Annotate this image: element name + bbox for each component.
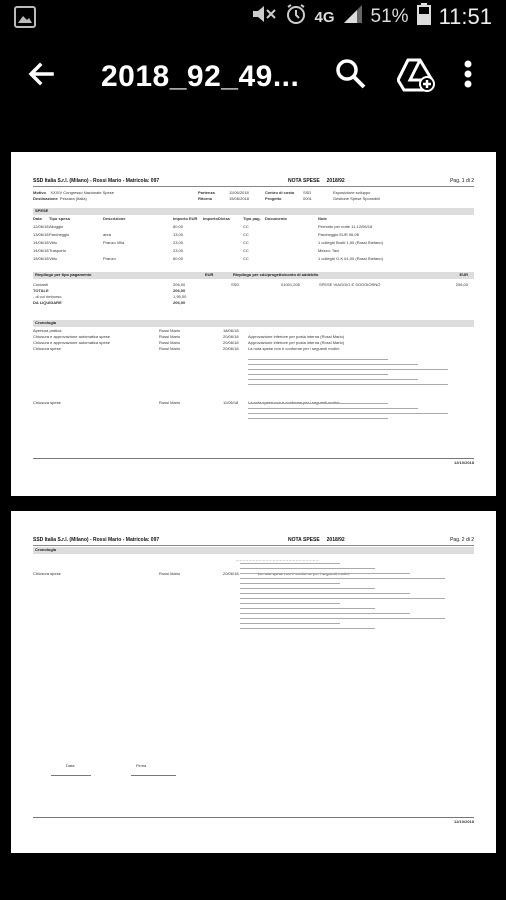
crono-detail-line xyxy=(248,403,388,404)
footer-divider xyxy=(33,458,474,459)
more-options-icon[interactable] xyxy=(460,56,476,92)
crono-detail-line xyxy=(240,628,375,629)
battery-level: 51% xyxy=(370,6,409,27)
crono-detail-line xyxy=(240,613,410,614)
pdf-page-1[interactable]: SSD Italia S.r.l. (Milano) - Rossi Mario - Matricola: 097 NOTA SPESE 2018/92 Pag. 1 di 2 Motivo XXXIV Congresso Nazionale Spese Partenza 11/06/2018 Centro di costo SSD Esposizione sviluppo Destinazione Pescara (Italia) Ritorno 15/06/2018 Progetto 0001 Gestione Spese Sponsibili SPESE Data Tipo spesa Descrizione Importo EUR Importo Divisa Tipo pag. Documento Note 12/06/18 Alloggio 80,00 CC Pernotto per notte 11-12/06/18 13/06/18 Parcheggio area 13,00 CC Parcheggio EUR 06,06 14/06/18 Vitto Pranzo Villa 23,00 CC 1 colleghi Brutti 1,50 (Rossi Stefano) 14/06/18 Trasporto 23,00 CC Mezzo: Taxi 15/06/18 Vitto Pranzo 60,00 CC 1 colleghi G-K 61,00 (Rossi Stefano) Riepilogo per tipo pagamento EUR Contanti 206,00 TOTALE 206,00 - di cui rimborso 1,95,00 DA LIQUIDARE 206,00 Riepilogo per cdc/progetto/conto di addebito EUR SSD 01001,205 SPESE VIAGGIO E SOGGIORNO 206,00 Cronologia Apertura pratica Rossi Mario 18/06/18 Chiusura e approvazione automatica spese Rossi Mario 20/06/18 Approvazione inferiore per posta interna (Rossi Mario) Chiusura e approvazione automatica spese Rossi Mario 20/06/18 Approvazione inferiore per posta interna (Rossi Mario) Chiusura spese Rossi Mario 20/06/18 La nota spese non è conforme per i seguenti motivi: Chiusura spese Rossi Mario 11/06/18 12/10/2018 xyxy=(11,152,496,496)
crono-detail-line xyxy=(248,413,448,414)
network-type: 4G xyxy=(314,8,335,26)
doc-title: NOTA SPESE 2018/92 xyxy=(288,178,345,184)
document-title: 2018_92_49... xyxy=(101,60,300,93)
alarm-icon xyxy=(285,3,307,31)
spese-section-header: SPESE xyxy=(33,208,474,215)
mute-icon xyxy=(251,4,277,30)
page-number: Pag. 2 di 2 xyxy=(450,537,474,543)
clock: 11:51 xyxy=(438,4,492,29)
crono-detail-line xyxy=(240,603,340,604)
info-row-1: Motivo XXXIV Congresso Nazionale Spese Partenza 11/06/2018 Centro di costo SSD Esposizione sviluppo xyxy=(33,190,371,195)
pdf-page-2[interactable] xyxy=(11,511,496,853)
search-icon[interactable] xyxy=(333,56,369,92)
app-toolbar xyxy=(0,34,506,120)
cronologia-header: Cronologia xyxy=(33,547,474,554)
sign-firma-line xyxy=(131,775,176,776)
crono-detail-line xyxy=(248,364,418,365)
crono-detail-line xyxy=(240,618,445,619)
crono-detail-line xyxy=(240,568,375,569)
back-arrow-icon[interactable] xyxy=(22,54,62,94)
crono-detail-line xyxy=(248,359,388,360)
crono-row: Chiusura spese Rossi Mario 20/06/18 xyxy=(33,571,239,576)
crono-detail-line xyxy=(240,588,375,589)
footer-date: 12/10/2018 xyxy=(453,819,474,824)
battery-icon xyxy=(417,3,431,31)
footer-divider xyxy=(33,817,474,818)
page-header xyxy=(33,537,474,546)
crono-detail-line xyxy=(248,408,418,409)
sign-date-label: Data xyxy=(66,763,75,768)
crono-detail-line xyxy=(248,418,388,419)
company-name: SSD Italia S.r.l. (Milano) - Rossi Mario - Matricola: 097 xyxy=(33,537,160,543)
riep-cdc-row: SSD 01001,205 SPESE VIAGGIO E SOGGIORNO 206,00 xyxy=(231,282,468,287)
company-name: SSD Italia S.r.l. (Milano) - Rossi Mario - Matricola: 097 xyxy=(33,178,160,184)
page-number: Pag. 1 di 2 xyxy=(450,178,474,184)
crono-detail-line xyxy=(240,563,340,564)
crono-detail-line xyxy=(248,384,448,385)
crono-detail-line xyxy=(240,578,445,579)
footer-date: 12/10/2018 xyxy=(453,460,474,465)
crono-detail-line xyxy=(240,608,375,609)
sign-date-line xyxy=(51,775,91,776)
doc-title: NOTA SPESE 2018/92 xyxy=(288,537,345,543)
info-row-2: Destinazione Pescara (Italia) Ritorno 15/06/2018 Progetto 0001 Gestione Spese Sponsibili xyxy=(33,196,380,201)
cronologia-header: Cronologia xyxy=(33,320,474,327)
crono-detail-line xyxy=(248,369,448,370)
riep-pagamento-header: Riepilogo per tipo pagamento EUR xyxy=(33,272,235,279)
page-header xyxy=(33,178,474,187)
crono-detail-line xyxy=(240,573,410,574)
crono-detail-line xyxy=(248,374,388,375)
crono-detail-line xyxy=(240,598,445,599)
drive-add-icon[interactable] xyxy=(397,56,433,92)
status-bar xyxy=(0,0,506,34)
sign-firma-label: Firma xyxy=(136,763,147,768)
crono-detail-line xyxy=(248,379,418,380)
crono-detail-line xyxy=(240,583,340,584)
riep-cdc-header: Riepilogo per cdc/progetto/conto di addebito EUR xyxy=(231,272,474,279)
crono-detail-line xyxy=(240,593,410,594)
signal-icon xyxy=(343,4,363,30)
crono-detail-line xyxy=(240,623,340,624)
gallery-notification-icon xyxy=(14,6,36,33)
crono-continued-note: – – – – – – – – – – – – – – – – – – – – – – – – – xyxy=(236,557,319,562)
